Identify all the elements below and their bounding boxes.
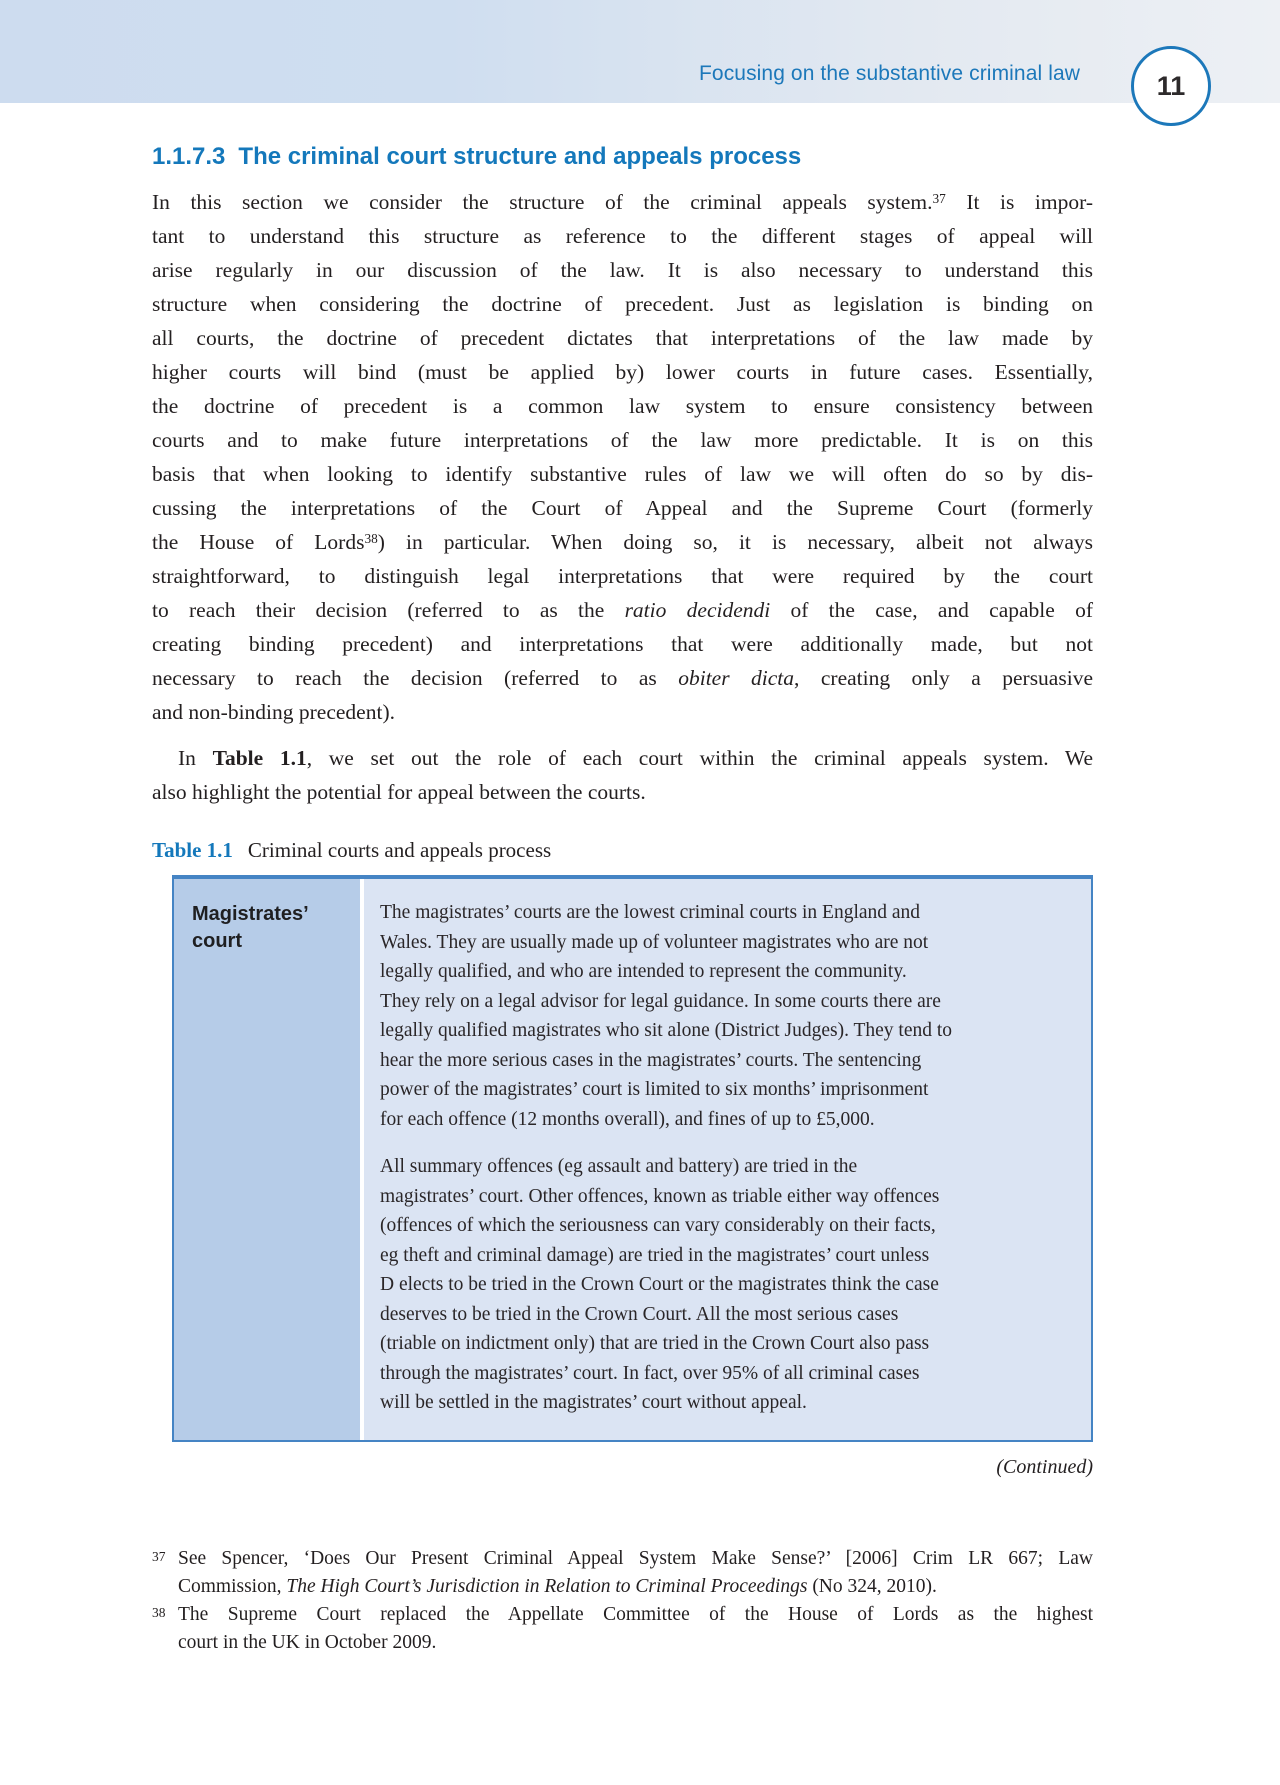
footnote-text: See Spencer, ‘Does Our Present Criminal Appeal System Make Sense?’ [2006] Crim LR 667; Law Commission, The High Court’s Jurisdiction in Relation to Criminal Proceedings (No 324, 2010). (178, 1547, 1093, 1597)
table-caption-text: Criminal courts and appeals process (247, 838, 552, 862)
footnote-37 (152, 1545, 1093, 1601)
table-row-header-magistrates-court: Magistrates’ court (174, 879, 360, 1440)
table-caption-label: Table 1.1 (152, 838, 233, 862)
page-header-band (0, 0, 1280, 103)
footnote-number: 37 (152, 1548, 166, 1564)
paragraph-appeals-system: In this section we consider the structure of the criminal appeals system.$^{37}$ It is impor- tant to understand this structure as reference to the different stages of appeal will arise regularly in our discussion of the law. It is also necessary to understand this structure when considering the doctrine of precedent. Just as legislation is binding on all courts, the doctrine of precedent dictates that interpretations of the law made by higher courts will bind (must be applied by) lower courts in future cases. Essentially, the doctrine of precedent is a common law system to ensure consistency between courts and to make future interpretations of the law more predictable. It is on this basis that when looking to identify substantive rules of law we will often do so by dis- cussing the interpretations of the Court of Appeal and the Supreme Court (formerly the House of Lords$^{38}$) in particular. When doing so, it is necessary, albeit not always straightforward, to distinguish legal interpretations that were required by the court to reach their decision (referred to as the ratio decidendi of the case, and capable of creating binding precedent) and interpretations that were additionally made, but not necessary to reach the decision (referred to as obiter dicta, creating only a persuasive and non-binding precedent). (152, 190, 1094, 724)
section-heading (152, 142, 1093, 172)
text-column (152, 142, 1093, 1657)
table-row-body (364, 879, 1091, 1440)
table-caption (152, 837, 1093, 863)
footnote-number: 38 (152, 1604, 166, 1620)
footnotes-section (152, 1545, 1093, 1657)
footnote-38 (152, 1601, 1093, 1657)
section-number: 1.1.7.3 (152, 143, 226, 170)
paragraph-table-intro: In Table 1.1, we set out the role of each court within the criminal appeals system. We also highlight the potential for appeal between the courts. (152, 746, 1093, 804)
page-number-badge (1131, 46, 1211, 126)
continued-note: (Continued) (996, 1455, 1093, 1478)
criminal-courts-table (172, 875, 1093, 1442)
running-header: Focusing on the substantive criminal law (698, 62, 1080, 85)
footnote-text: The Supreme Court replaced the Appellate Committee of the House of Lords as the highest court in the UK in October 2009. (178, 1603, 1093, 1653)
page-number: 11 (1156, 70, 1186, 101)
section-title: The criminal court structure and appeals process (238, 143, 802, 170)
cell-paragraph-2: All summary offences (eg assault and battery) are tried in the magistrates’ court. Other offences, known as triable either way offences (offences of which the seriousness can vary considerably on their facts, eg theft and criminal damage) are tried in the magistrates’ court unless D elects to be tried in the Crown Court or the magistrates think the case deserves to be tried in the Crown Court. All the most serious cases (triable on indictment only) that are tried in the Crown Court also pass through the magistrates’ court. In fact, over 95% of all criminal cases will be settled in the magistrates’ court without appeal. (380, 1156, 940, 1413)
cell-paragraph-1: The magistrates’ courts are the lowest criminal courts in England and Wales. They are usually made up of volunteer magistrates who are not legally qualified, and who are intended to represent the community. They rely on a legal advisor for legal guidance. In some courts there are legally qualified magistrates who sit alone (District Judges). They tend to hear the more serious cases in the magistrates’ courts. The sentencing power of the magistrates’ court is limited to six months’ imprisonment for each offence (12 months overall), and fines of up to £5,000. (380, 902, 953, 1130)
